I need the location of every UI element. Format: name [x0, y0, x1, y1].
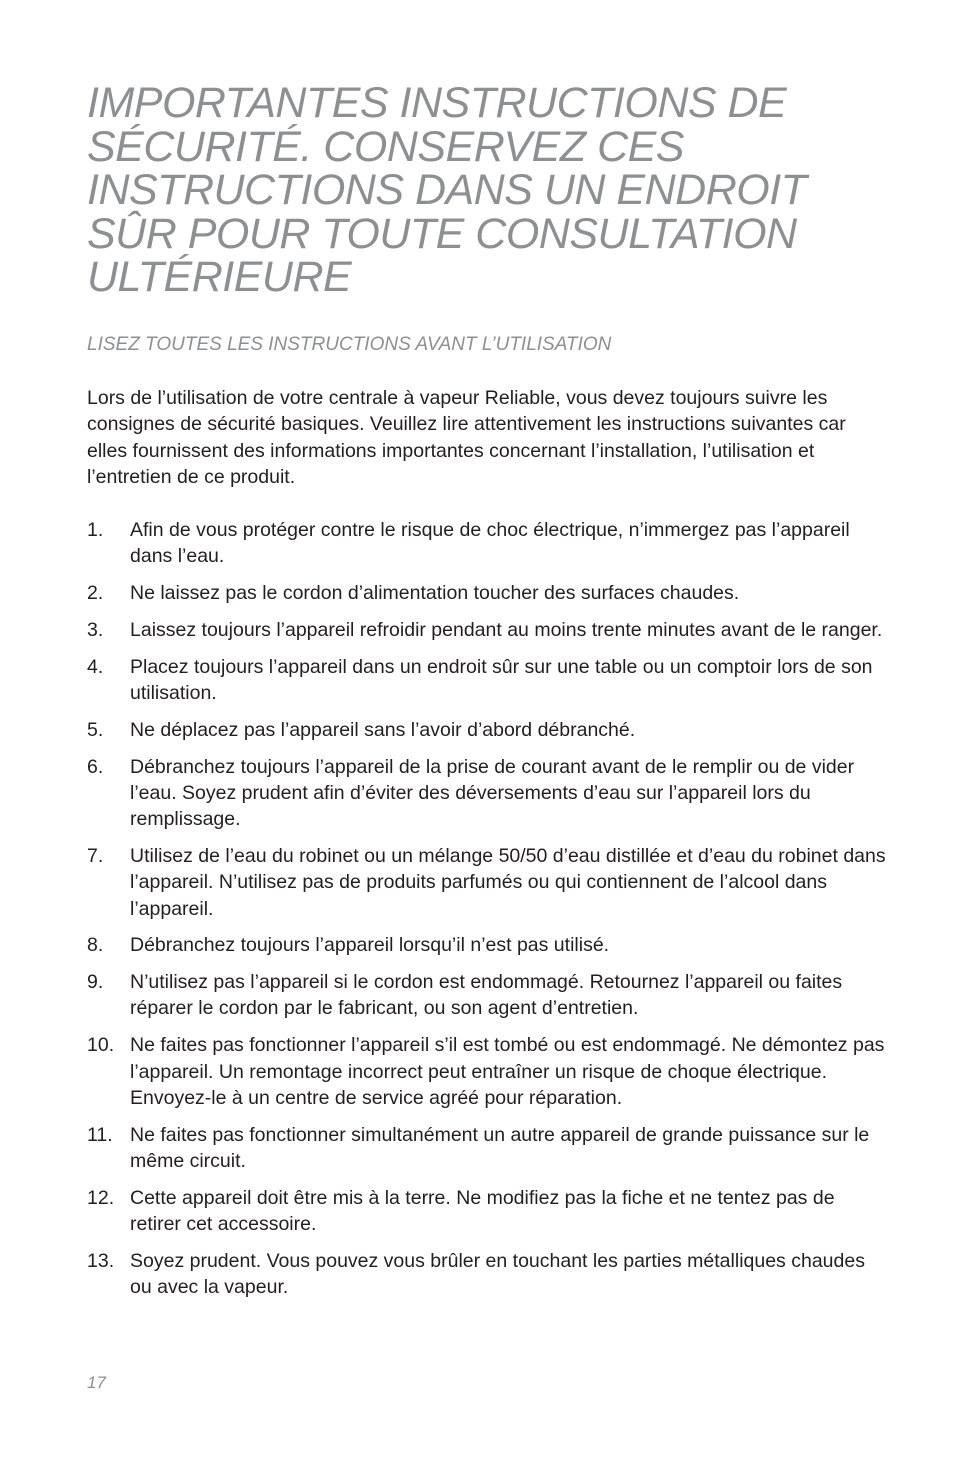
list-item: [87, 932, 887, 958]
item-text: Afin de vous protéger contre le risque de choc électrique, n’immergez pas l’appareil dans l’eau.: [130, 519, 850, 568]
list-item: [87, 969, 887, 1022]
item-text: Utilisez de l’eau du robinet ou un mélange 50/50 d’eau distillée et d’eau du robinet dans l’appareil. N’utilisez pas de produits parfumés ou qui contiennent de l’alcool dans l’appareil.: [130, 844, 886, 920]
item-text: Débranchez toujours l’appareil lorsqu’il n’est pas utilisé.: [130, 934, 610, 957]
list-item: [87, 617, 887, 643]
page-number: 17: [87, 1373, 106, 1392]
item-text: Laissez toujours l’appareil refroidir pendant au moins trente minutes avant de le ranger.: [130, 618, 883, 641]
item-number: 10.: [87, 1034, 115, 1057]
item-number: 12.: [87, 1186, 115, 1209]
list-item: [87, 1185, 887, 1238]
item-number: 3.: [87, 618, 104, 641]
list-item: [87, 754, 887, 833]
item-number: 2.: [87, 582, 104, 605]
item-number: 13.: [87, 1249, 115, 1272]
item-number: 7.: [87, 844, 104, 867]
item-text: Débranchez toujours l’appareil de la prise de courant avant de le remplir ou de vider l’eau. Soyez prudent afin d’éviter des déversements d’eau sur l’appareil lors du remplissage.: [130, 755, 855, 831]
list-item: [87, 1032, 887, 1111]
safety-instructions-list: [87, 517, 887, 1311]
list-item: [87, 1248, 887, 1301]
item-text: Ne faites pas fonctionner l’appareil s’il est tombé ou est endommagé. Ne démontez pas l’appareil. Un remontage incorrect peut entraîner un risque de choque électrique. Envoyez-le à un centre de service agréé pour réparation.: [130, 1034, 885, 1109]
item-text: Ne déplacez pas l’appareil sans l’avoir d’abord débranché.: [130, 718, 636, 741]
list-item: [87, 843, 887, 922]
list-item: [87, 517, 887, 570]
item-number: 9.: [87, 971, 104, 994]
item-number: 1.: [87, 519, 104, 541]
list-item: [87, 717, 887, 743]
page-title: IMPORTANTES INSTRUCTIONS DE SÉCURITÉ. CONSERVEZ CES INSTRUCTIONS DANS UN ENDROIT SÛR POUR TOUTE CONSULTATION ULTÉRIEURE: [87, 79, 807, 301]
list-item: [87, 654, 887, 707]
item-text: Placez toujours l’appareil dans un endroit sûr sur une table ou un comptoir lors de son utilisation.: [130, 655, 873, 704]
item-text: Cette appareil doit être mis à la terre. Ne modifiez pas la fiche et ne tentez pas de retirer cet accessoire.: [130, 1186, 835, 1236]
item-text: Ne faites pas fonctionner simultanément un autre appareil de grande puissance sur le même circuit.: [130, 1123, 870, 1172]
item-text: Soyez prudent. Vous pouvez vous brûler en touchant les parties métalliques chaudes ou avec la vapeur.: [130, 1249, 865, 1299]
intro-paragraph: Lors de l’utilisation de votre centrale à vapeur Reliable, vous devez toujours suivre les consignes de sécurité basiques. Veuillez lire attentivement les instructions suivantes car elles fournissent des informations importantes concernant l’installation, l’utilisation et l’entretien de ce produit.: [87, 387, 846, 488]
list-item: [87, 580, 887, 606]
item-number: 11.: [87, 1123, 113, 1146]
item-text: N’utilisez pas l’appareil si le cordon est endommagé. Retournez l’appareil ou faites réparer le cordon par le fabricant, ou son agent d’entretien.: [130, 971, 843, 1020]
item-number: 5.: [87, 718, 104, 741]
item-text: Ne laissez pas le cordon d’alimentation toucher des surfaces chaudes.: [130, 582, 740, 605]
item-number: 4.: [87, 655, 104, 678]
page-subtitle: LISEZ TOUTES LES INSTRUCTIONS AVANT L’UTILISATION: [87, 334, 612, 355]
item-number: 8.: [87, 934, 104, 957]
list-item: [87, 1122, 887, 1175]
item-number: 6.: [87, 755, 104, 778]
